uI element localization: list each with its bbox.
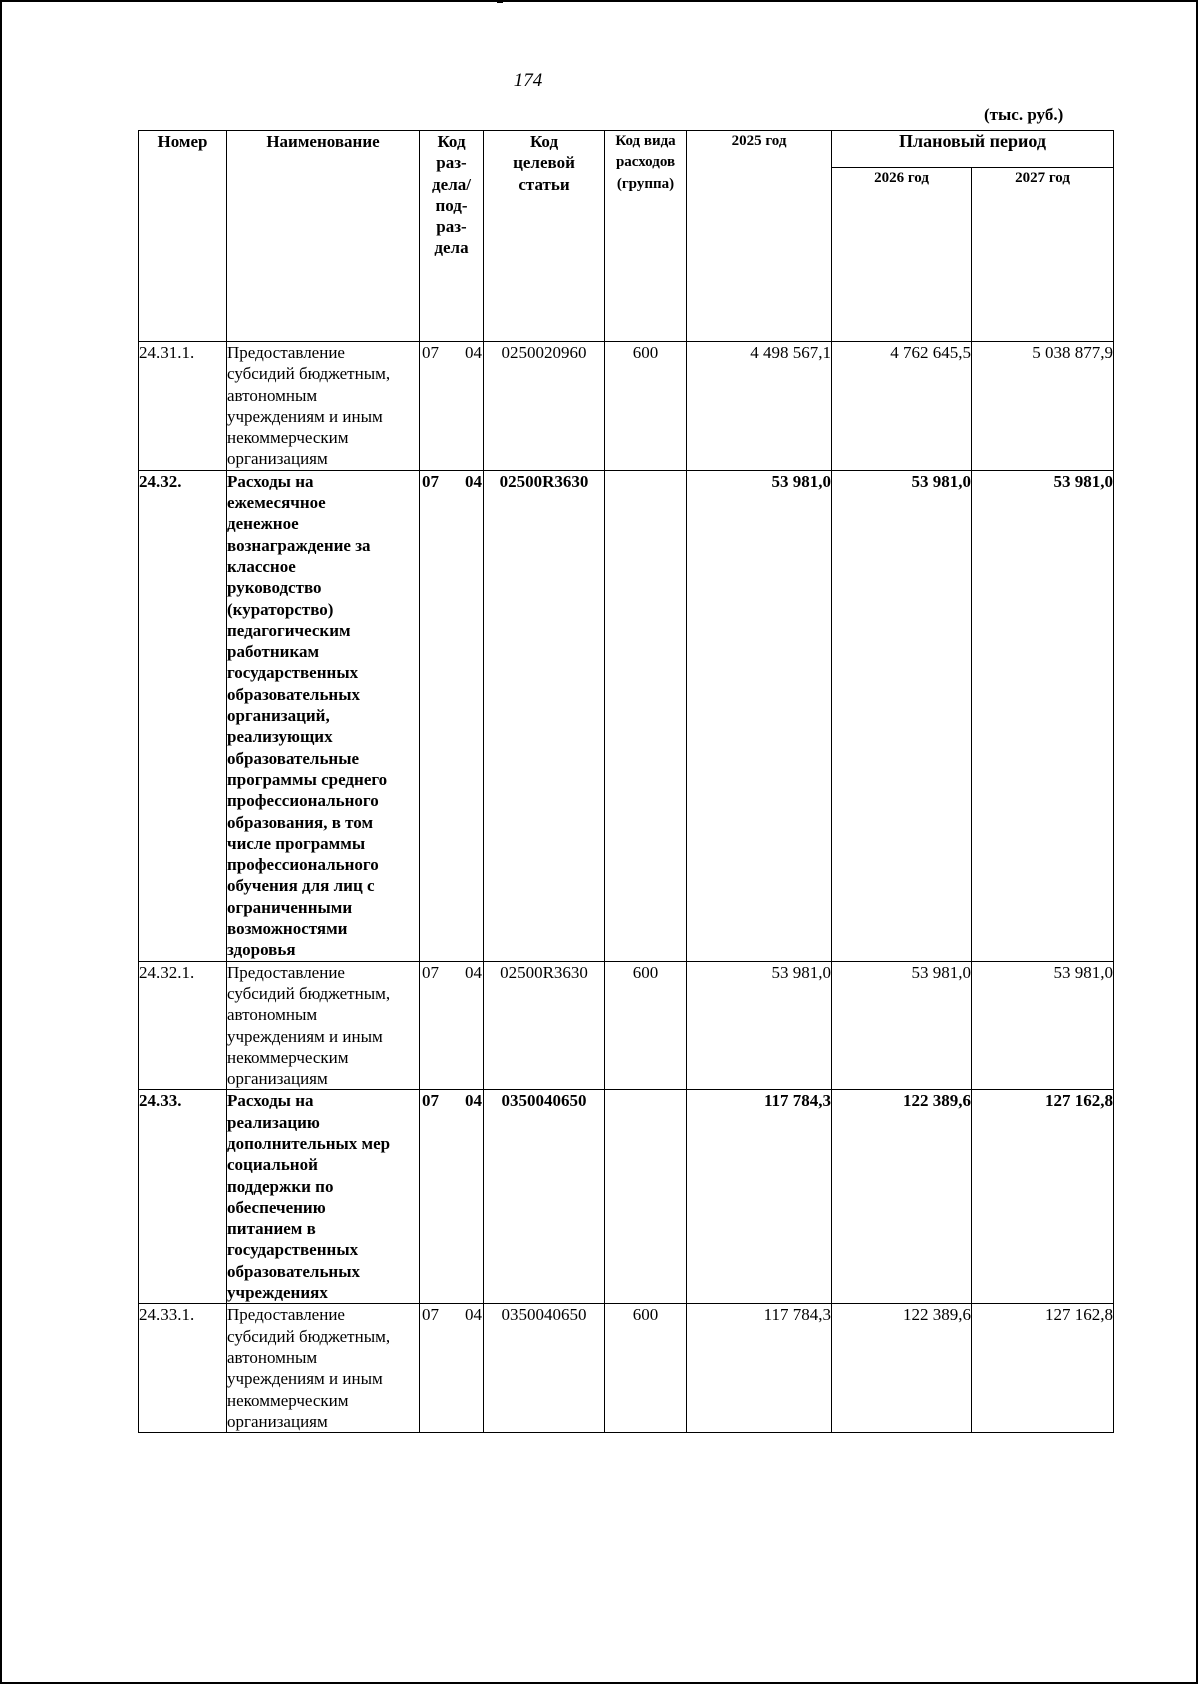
page-number: 174	[513, 70, 543, 91]
row-name-line: профессионального	[227, 855, 379, 875]
header-razdel	[420, 131, 484, 342]
row-2025: 117 784,3	[687, 1090, 832, 1304]
row-name-line: реализацию	[227, 1112, 320, 1132]
row-rz: 07	[422, 471, 439, 491]
row-2026: 122 389,6	[832, 1304, 972, 1433]
row-rz: 07	[422, 343, 439, 362]
row-name-line: работникам	[227, 642, 320, 662]
header-target	[484, 131, 605, 342]
row-razdel	[420, 1090, 484, 1304]
row-name-line: реализующих	[227, 727, 333, 747]
row-name-line: обеспечению	[227, 1197, 326, 1217]
row-name	[227, 1090, 420, 1304]
row-2026: 122 389,6	[832, 1090, 972, 1304]
row-name-line: программы среднего	[227, 769, 388, 789]
row-name-line: учреждениям и иным	[227, 406, 383, 426]
header-target-line: целевой	[513, 153, 575, 173]
row-target: 02500R3630	[484, 961, 605, 1090]
row-vid	[605, 1090, 687, 1304]
row-2025: 117 784,3	[687, 1304, 832, 1433]
row-2027: 53 981,0	[972, 961, 1114, 1090]
row-prz: 04	[465, 1305, 482, 1325]
row-vid	[605, 470, 687, 961]
row-2027: 53 981,0	[972, 470, 1114, 961]
header-2026: 2026 год	[832, 168, 972, 342]
row-name-line: педагогическим	[227, 620, 351, 640]
row-name-line: субсидий бюджетным,	[227, 1326, 391, 1346]
row-vid: 600	[605, 1304, 687, 1433]
row-target: 0350040650	[484, 1304, 605, 1433]
header-target-line: статьи	[518, 174, 570, 194]
header-razdel-line: Код	[437, 132, 466, 151]
row-2027: 5 038 877,9	[972, 342, 1114, 471]
row-2025: 53 981,0	[687, 470, 832, 961]
row-name-line: организациям	[227, 1411, 328, 1431]
row-2025: 53 981,0	[687, 961, 832, 1090]
row-name-line: образовательных	[227, 684, 360, 704]
table-row	[139, 342, 1114, 471]
row-name-line: субсидий бюджетным,	[227, 983, 391, 1003]
row-name-line: здоровья	[227, 940, 296, 960]
header-razdel-line: дела	[434, 238, 469, 258]
units-label: (тыс. руб.)	[984, 105, 1064, 124]
row-prz: 04	[465, 1091, 482, 1111]
header-vid-line: Код вида	[615, 133, 676, 149]
row-razdel	[420, 961, 484, 1090]
row-vid: 600	[605, 961, 687, 1090]
header-number: Номер	[139, 131, 227, 342]
row-razdel	[420, 1304, 484, 1433]
row-name-line: Предоставление	[227, 962, 345, 982]
row-name	[227, 342, 420, 471]
header-razdel-line: дела/	[432, 174, 471, 194]
header-razdel-line: раз-	[436, 153, 467, 173]
header-2025: 2025 год	[687, 131, 832, 342]
header-name: Наименование	[227, 131, 420, 342]
row-name-line: Предоставление	[227, 343, 345, 362]
row-rz: 07	[422, 962, 439, 982]
row-name-line: образовательные	[227, 748, 360, 768]
row-name-line: субсидий бюджетным,	[227, 364, 391, 384]
row-name-line: Предоставление	[227, 1305, 345, 1325]
row-number: 24.33.1.	[139, 1304, 227, 1433]
header-2027: 2027 год	[972, 168, 1114, 342]
row-name-line: социальной	[227, 1155, 318, 1175]
table-row	[139, 961, 1114, 1090]
row-name-line: некоммерческим	[227, 428, 349, 448]
header-vid-line: расходов	[615, 154, 676, 171]
row-name-line: питанием в	[227, 1219, 316, 1239]
header-target-line: Код	[529, 132, 559, 151]
header-razdel-line: под-	[435, 195, 468, 215]
row-name-line: руководство	[227, 578, 322, 598]
row-name-line: дополнительных мер	[227, 1133, 391, 1153]
row-name-line: учреждениям и иным	[227, 1369, 383, 1389]
row-target: 0350040650	[484, 1090, 605, 1304]
row-2026: 4 762 645,5	[832, 342, 972, 471]
table-body	[139, 342, 1114, 1433]
header-vid-line: (группа)	[616, 175, 675, 192]
row-name-line: государственных	[227, 1240, 359, 1260]
row-number: 24.33.	[139, 1090, 227, 1304]
row-razdel	[420, 470, 484, 961]
row-number: 24.32.	[139, 470, 227, 961]
header-vid	[605, 131, 687, 342]
row-name	[227, 1304, 420, 1433]
row-name-line: автономным	[227, 385, 318, 405]
row-name-line: числе программы	[227, 833, 366, 853]
row-target: 02500R3630	[484, 470, 605, 961]
row-name-line: обучения для лиц с	[227, 876, 375, 896]
row-target: 0250020960	[484, 342, 605, 471]
budget-table	[138, 130, 1114, 1433]
row-prz: 04	[465, 962, 482, 982]
row-name-line: профессионального	[227, 791, 379, 811]
row-name-line: автономным	[227, 1005, 318, 1025]
scan-mark	[497, 0, 503, 3]
row-name-line: некоммерческим	[227, 1047, 349, 1067]
row-2027: 127 162,8	[972, 1090, 1114, 1304]
row-name	[227, 961, 420, 1090]
row-name-line: образовательных	[227, 1261, 360, 1281]
row-name-line: денежное	[227, 514, 299, 534]
table-row	[139, 1090, 1114, 1304]
row-prz: 04	[465, 471, 482, 491]
row-name-line: ограниченными	[227, 897, 353, 917]
header-plan-period: Плановый период	[832, 131, 1114, 168]
row-name-line: учреждениям и иным	[227, 1026, 383, 1046]
row-name-line: государственных	[227, 663, 359, 683]
row-name-line: организациям	[227, 1069, 328, 1089]
row-2026: 53 981,0	[832, 470, 972, 961]
row-number: 24.32.1.	[139, 961, 227, 1090]
row-name-line: автономным	[227, 1347, 318, 1367]
row-name-line: возможностями	[227, 919, 348, 939]
row-razdel	[420, 342, 484, 471]
header-razdel-line: раз-	[436, 217, 467, 237]
table-row	[139, 470, 1114, 961]
row-name-line: организаций,	[227, 706, 330, 726]
row-rz: 07	[422, 1305, 439, 1325]
row-vid: 600	[605, 342, 687, 471]
table-row	[139, 1304, 1114, 1433]
row-prz: 04	[465, 343, 482, 362]
row-name-line: Расходы на	[227, 471, 314, 491]
row-name	[227, 470, 420, 961]
row-name-line: учреждениях	[227, 1283, 328, 1303]
row-name-line: вознаграждение за	[227, 535, 371, 555]
row-2026: 53 981,0	[832, 961, 972, 1090]
row-name-line: образования, в том	[227, 812, 374, 832]
row-name-line: классное	[227, 556, 296, 576]
row-name-line: организациям	[227, 449, 328, 469]
row-name-line: ежемесячное	[227, 493, 326, 513]
row-name-line: некоммерческим	[227, 1390, 349, 1410]
row-name-line: Расходы на	[227, 1091, 314, 1111]
row-2027: 127 162,8	[972, 1304, 1114, 1433]
row-rz: 07	[422, 1091, 439, 1111]
row-number: 24.31.1.	[139, 342, 227, 471]
row-name-line: поддержки по	[227, 1176, 334, 1196]
row-2025: 4 498 567,1	[687, 342, 832, 471]
row-name-line: (кураторство)	[227, 599, 334, 619]
